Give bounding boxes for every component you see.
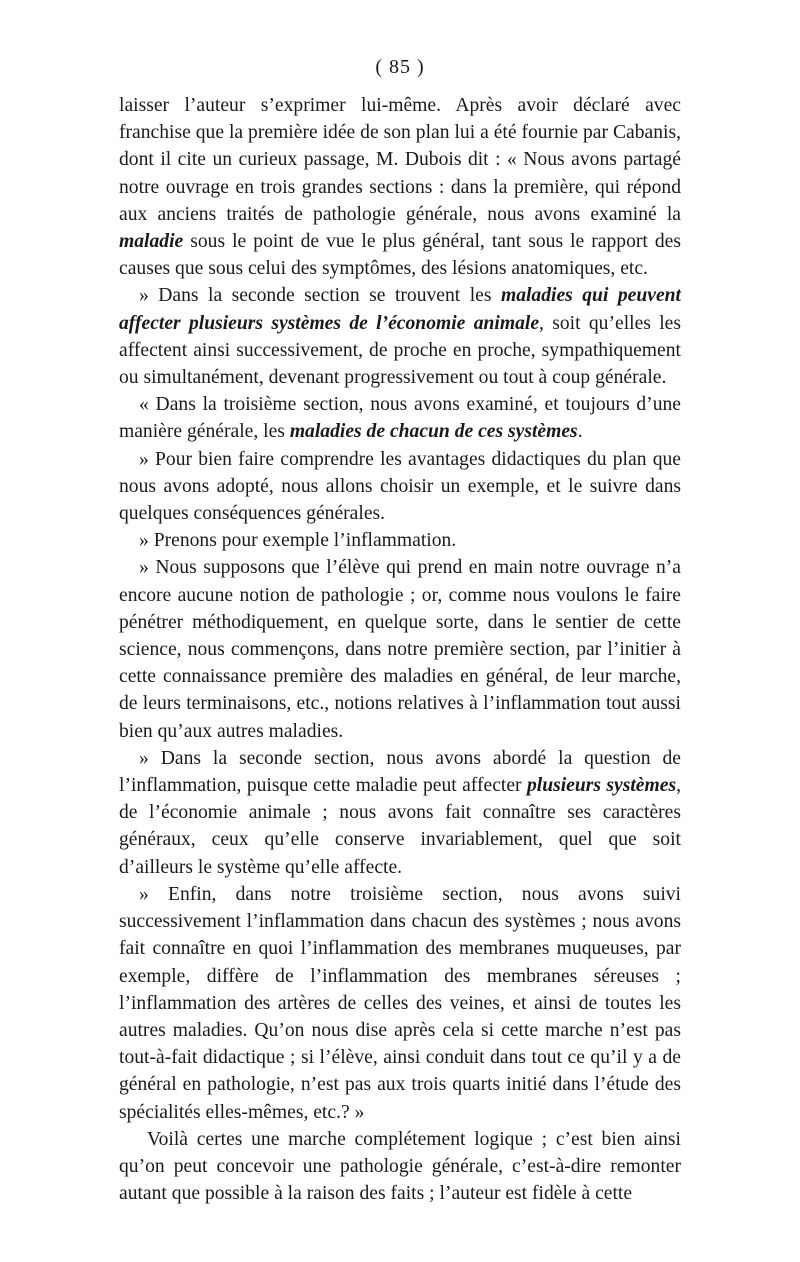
italic-term: maladies qui peuvent affecter plusieurs systèmes de l’économie animale <box>119 285 681 334</box>
paragraph-3: « Dans la troisième section, nous avons examiné, et toujours d’une manière générale, les maladies de chacun de ces systèmes. <box>119 394 681 443</box>
paragraph-9: Voilà certes une marche complétement logique ; c’est bien ainsi qu’on peut concevoir une pathologie générale, c’est-à-dire remonter autant que possible à la raison des faits ; l’auteur est fidèle à cette <box>119 1128 681 1205</box>
body-text <box>119 92 681 1207</box>
paragraph-8: » Enfin, dans notre troisième section, nous avons suivi successivement l’inflammation dans chacun des systèmes ; nous avons fait connaître en quoi l’inflammation des membranes muqueuses, par exemple, diffère de l’inflammation des membranes séreuses ; l’inflammation des artères de celles des veines, et ainsi de toutes les autres maladies. Qu’on nous dise après cela si cette marche n’est pas tout-à-fait didactique ; si l’élève, ainsi conduit dans tout ce qu’il y a de général en pathologie, n’est pas aux trois quarts initié dans l’étude des spécialités elles-mêmes, etc.? » <box>119 883 681 1123</box>
paragraph-6: » Nous supposons que l’élève qui prend en main notre ouvrage n’a encore aucune notion de pathologie ; or, comme nous voulons le faire pénétrer méthodiquement, en quelque sorte, dans le sentier de cette science, nous commençons, dans notre première section, par l’initier à cette connaissance première des maladies en général, de leur marche, de leurs terminaisons, etc., notions relatives à l’inflammation tout aussi bien qu’aux autres maladies. <box>119 557 681 742</box>
paragraph-1: laisser l’auteur s’exprimer lui-même. Après avoir déclaré avec franchise que la première idée de son plan lui a été fournie par Cabanis, dont il cite un curieux passage, M. Dubois dit : « Nous avons partagé notre ouvrage en trois grandes sections : dans la première, qui répond aux anciens traités de pathologie générale, nous avons examiné la maladie sous le point de vue le plus général, tant sous le rapport des causes que sous celui des symptômes, des lésions anatomiques, etc. <box>119 95 681 280</box>
paragraph-2: » Dans la seconde section se trouvent les maladies qui peuvent affecter plusieurs systèmes de l’économie animale, soit qu’elles les affectent ainsi successivement, de proche en proche, sympathiquement ou simultanément, devenant progressivement ou tout à coup générale. <box>119 285 682 389</box>
paragraph-4: » Pour bien faire comprendre les avantages didactiques du plan que nous avons adopté, nous allons choisir un exemple, et le suivre dans quelques conséquences générales. <box>119 448 681 525</box>
italic-term: plusieurs systèmes <box>526 775 677 797</box>
italic-term: maladies de chacun de ces systèmes <box>289 421 578 443</box>
paragraph-7: » Dans la seconde section, nous avons abordé la question de l’inflammation, puisque cette maladie peut affecter plusieurs systèmes, de l’économie animale ; nous avons fait connaître ses caractères généraux, ceux qu’elle conserve invariablement, quel que soit d’ailleurs le système qu’elle affecte. <box>119 747 681 878</box>
paragraph-5: » Prenons pour exemple l’inflammation. <box>139 530 457 552</box>
italic-term: maladie <box>119 231 184 253</box>
page-number: ( 85 ) <box>375 56 425 78</box>
